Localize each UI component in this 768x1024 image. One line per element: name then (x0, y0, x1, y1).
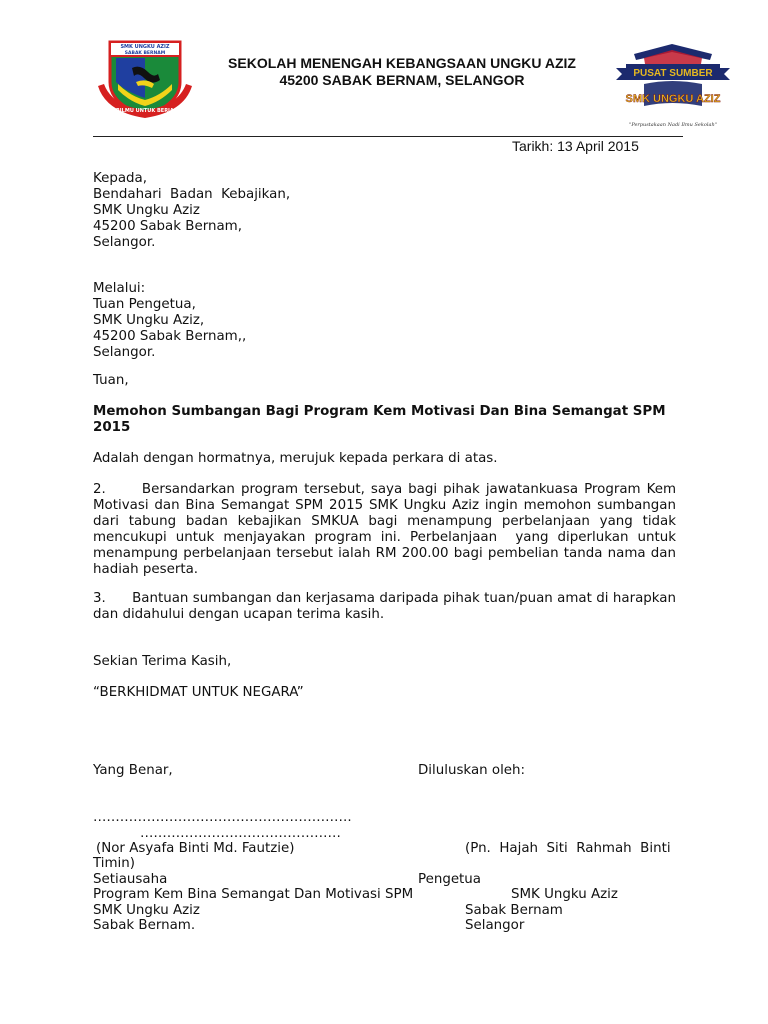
via-line: Melalui: (93, 281, 146, 296)
library-name-text: SMK UNGKU AZIZ (625, 93, 721, 105)
crest-ribbon-text: BERILMU UNTUK BERJASA (108, 108, 182, 114)
salutation: Tuan, (93, 373, 129, 388)
recipient-line: Selangor. (93, 235, 156, 250)
crest-top-text-1: SMK UNGKU AZIZ (120, 44, 170, 50)
sender-title: Setiausaha (93, 872, 168, 887)
approver-place: Sabak Bernam (465, 903, 563, 918)
school-name: SEKOLAH MENENGAH KEBANGSAAN UNGKU AZIZ (228, 55, 576, 71)
library-logo (614, 40, 732, 130)
crest-top-text-2: SABAK BERNAM (124, 51, 166, 56)
via-block (93, 281, 246, 361)
via-line: Selangor. (93, 345, 156, 360)
sender-school: SMK Ungku Aziz (93, 903, 200, 918)
letter-subject: Memohon Sumbangan Bagi Program Kem Motivasi Dan Bina Semangat SPM 2015 (93, 404, 666, 435)
sender-name: (Nor Asyafa Binti Md. Fautzie) (96, 841, 295, 856)
approver-name-cont: Timin) (93, 856, 135, 871)
paragraph-3: 3. Bantuan sumbangan dan kerjasama daripada pihak tuan/puan amat di harapkan dan didahului dengan ucapan terima kasih. (93, 591, 681, 622)
sender-signature-line: …………………………………………………. (93, 810, 352, 825)
via-line: SMK Ungku Aziz, (93, 313, 205, 328)
recipient-block (93, 171, 290, 251)
approver-label: Diluluskan oleh: (418, 763, 526, 778)
sender-label: Yang Benar, (93, 763, 173, 778)
recipient-line: Kepada, (93, 171, 148, 186)
approver-signature-line: ……………………………………… (140, 826, 341, 841)
sender-place: Sabak Bernam. (93, 918, 196, 933)
recipient-line: SMK Ungku Aziz (93, 203, 200, 218)
slogan: “BERKHIDMAT UNTUK NEGARA” (93, 685, 304, 700)
approver-name: (Pn. Hajah Siti Rahmah Binti (465, 841, 671, 856)
left-school-crest (96, 38, 194, 120)
closing: Sekian Terima Kasih, (93, 654, 232, 669)
opening-line: Adalah dengan hormatnya, merujuk kepada perkara di atas. (93, 451, 498, 466)
library-motto: "Perpustakaan Nadi Ilmu Sekolah" (629, 122, 717, 128)
recipient-line: Bendahari Badan Kebajikan, (93, 187, 291, 202)
letterhead-divider (93, 136, 683, 137)
letter-date: Tarikh: 13 April 2015 (512, 138, 639, 154)
paragraph-2: 2. Bersandarkan program tersebut, saya bagi pihak jawatankuasa Program Kem Motivasi dan Bina Semangat SPM 2015 SMK Ungku Aziz ingin memohon sumbangan dari tabung badan kebajikan SMKUA bagi menampung perbelanjaan yang tidak mencukupi untuk menjayakan program ini. Perbelanjaan yang diperlukan untuk menampung perbelanjaan tersebut ialah RM 200.00 bagi pembelian tanda nama dan hadiah peserta. (93, 482, 681, 577)
recipient-line: 45200 Sabak Bernam, (93, 219, 242, 234)
via-line: 45200 Sabak Bernam,, (93, 329, 247, 344)
approver-org: SMK Ungku Aziz (511, 887, 618, 902)
approver-title: Pengetua (418, 872, 482, 887)
via-line: Tuan Pengetua, (93, 297, 196, 312)
school-address: 45200 SABAK BERNAM, SELANGOR (279, 72, 525, 88)
library-banner-text: PUSAT SUMBER (633, 68, 713, 79)
approver-state: Selangor (465, 918, 525, 933)
sender-org: Program Kem Bina Semangat Dan Motivasi SPM (93, 887, 414, 902)
